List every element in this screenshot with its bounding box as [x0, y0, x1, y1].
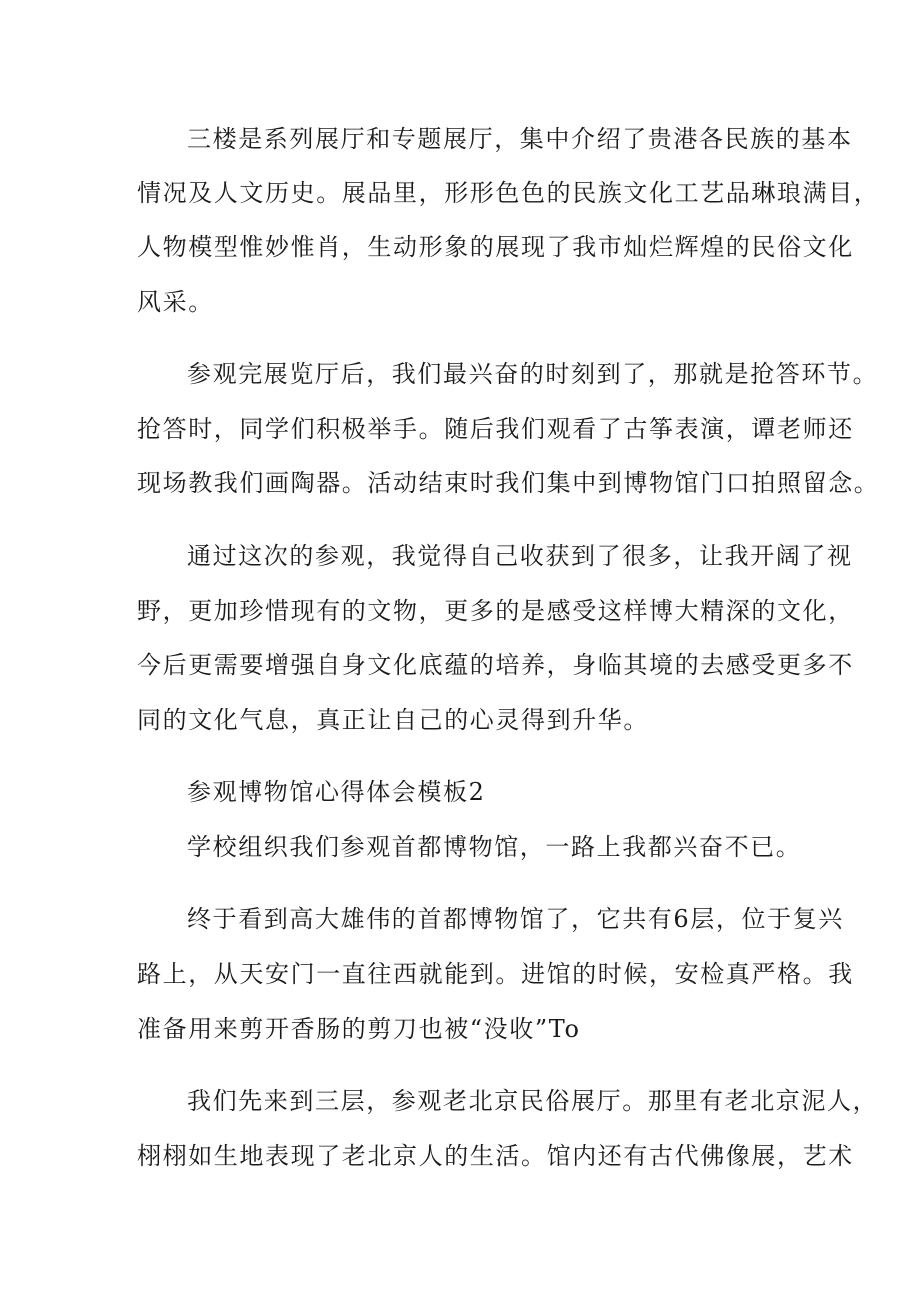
paragraph-line: 准备用来剪开香肠的剪刀也被“没收”To — [137, 1015, 581, 1043]
paragraph-line: 今后更需要增强自身文化底蕴的培养，身临其境的去感受更多不 — [137, 651, 854, 679]
paragraph-line: 我们先来到三层，参观老北京民俗展厅。那里有老北京泥人， — [187, 1087, 879, 1115]
paragraph-line: 三楼是系列展厅和专题展厅，集中介绍了贵港各民族的基本 — [187, 125, 853, 153]
paragraph-line: 栩栩如生地表现了老北京人的生活。馆内还有古代佛像展，艺术 — [137, 1142, 854, 1170]
paragraph-line: 参观完展览厅后，我们最兴奋的时刻到了，那就是抢答环节。 — [187, 360, 879, 388]
paragraph-line: 野，更加珍惜现有的文物，更多的是感受这样博大精深的文化， — [137, 597, 854, 625]
paragraph-line: 路上，从天安门一直往西就能到。进馆的时候，安检真严格。我 — [137, 960, 854, 988]
paragraph-line: 风采。 — [137, 288, 214, 316]
section-heading: 参观博物馆心得体会模板2 — [187, 778, 486, 806]
paragraph-line: 情况及人文历史。展品里，形形色色的民族文化工艺品琳琅满目， — [137, 179, 880, 207]
paragraph-line: 同的文化气息，真正让自己的心灵得到升华。 — [137, 706, 649, 734]
paragraph-line: 学校组织我们参观首都博物馆，一路上我都兴奋不已。 — [187, 833, 802, 861]
paragraph-line: 终于看到高大雄伟的首都博物馆了，它共有6层，位于复兴 — [187, 905, 844, 933]
paragraph-line: 现场教我们画陶器。活动结束时我们集中到博物馆门口拍照留念。 — [137, 469, 880, 497]
paragraph-line: 抢答时，同学们积极举手。随后我们观看了古筝表演，谭老师还 — [137, 415, 854, 443]
paragraph-line: 通过这次的参观，我觉得自己收获到了很多，让我开阔了视 — [187, 542, 853, 570]
paragraph-line: 人物模型惟妙惟肖，生动形象的展现了我市灿烂辉煌的民俗文化 — [137, 233, 854, 261]
